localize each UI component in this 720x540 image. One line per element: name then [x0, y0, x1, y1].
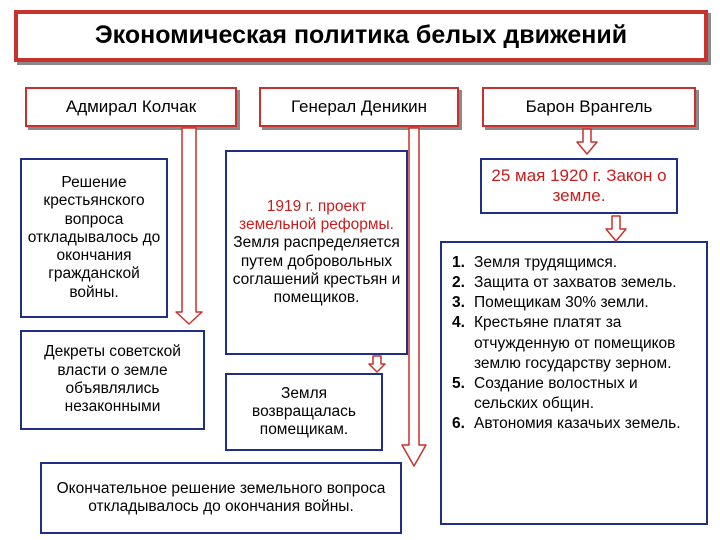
arrow-wrangel-bottom-icon [606, 216, 626, 241]
arrow-wrangel-top-icon [577, 129, 597, 154]
final-decision-text: Окончательное решение земельного вопроса откладывалось до окончания войны. [56, 479, 386, 515]
wrangel-law-box [480, 158, 678, 214]
kolchak-decrees-box [20, 330, 205, 430]
header-denikin-text: Генерал Деникин [290, 96, 428, 116]
wrangel-law-text: 25 мая 1920 г. Закон о земле. [491, 165, 667, 205]
wrangel-measures-box [440, 241, 708, 525]
page-title-text: Экономическая политика белых движений [94, 21, 628, 50]
header-wrangel-text: Барон Врангель [525, 96, 653, 116]
denikin-land-returned-box [225, 373, 383, 451]
final-decision-box [40, 462, 402, 534]
list-item: 6. Автономия казачьих земель. [452, 415, 681, 433]
arrow-denikin-small-icon [369, 356, 385, 372]
list-item: 2. Защита от захватов земель. [452, 274, 677, 292]
kolchak-peasant-question-box [20, 158, 168, 318]
arrow-kolchak-icon [176, 128, 202, 324]
list-item: 4. Крестьяне платят за отчужденную от помещиков землю государству зерном. [452, 314, 676, 372]
header-denikin [259, 87, 459, 127]
header-kolchak [25, 87, 237, 127]
wrangel-measures-list [452, 253, 700, 434]
kolchak-decrees-text: Декреты советской власти о земле объявлялись незаконными [44, 343, 181, 416]
denikin-land-returned-text: Земля возвращалась помещикам. [252, 384, 356, 439]
denikin-reform-details: Земля распределяется путем добровольных соглашений крестьян и помещиков. [232, 234, 401, 307]
denikin-reform-text [231, 198, 402, 308]
list-item: 3. Помещикам 30% земли. [452, 294, 649, 312]
list-item: 1. Земля трудящимся. [452, 254, 618, 271]
denikin-reform-box [225, 150, 408, 355]
header-wrangel [482, 87, 696, 127]
kolchak-peasant-question-text: Решение крестьянского вопроса откладывалось до окончания гражданской войны. [27, 174, 161, 301]
header-kolchak-text: Адмирал Колчак [65, 96, 197, 116]
page-title [14, 10, 708, 62]
list-item: 5. Создание волостных и сельских общин. [452, 374, 638, 412]
denikin-reform-project: 1919 г. проект земельной реформы. [239, 197, 394, 233]
